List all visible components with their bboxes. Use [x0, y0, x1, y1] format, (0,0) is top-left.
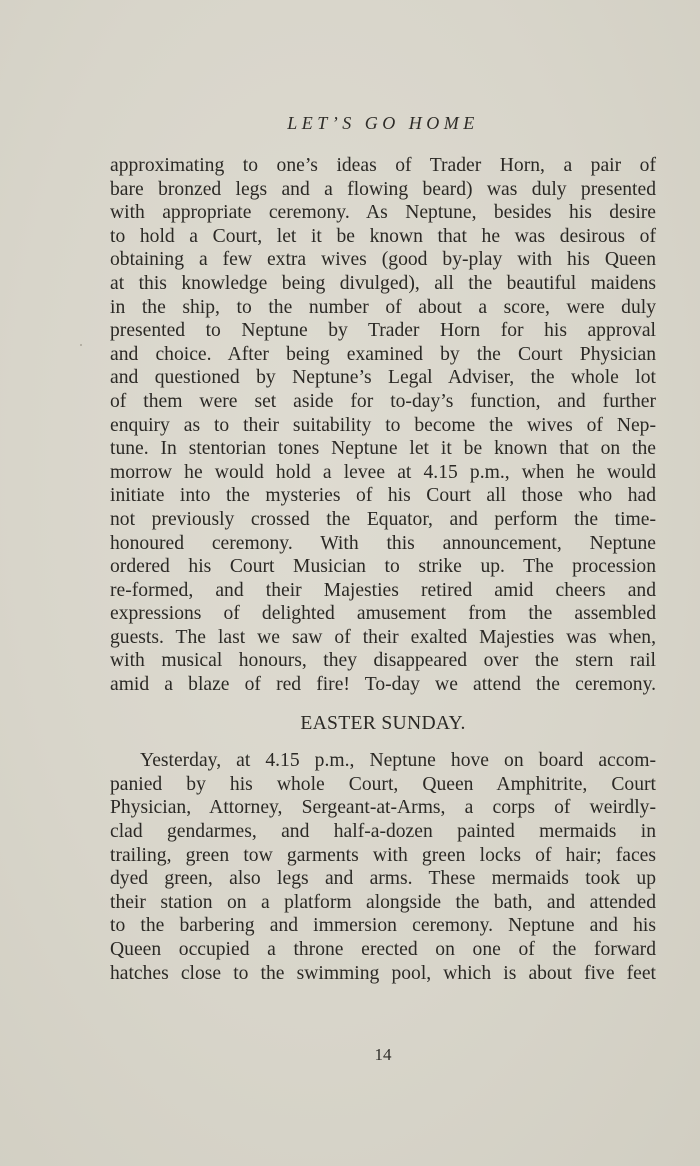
text-line: hatches close to the swimming pool, which is about five feet [110, 962, 656, 984]
text-line: Queen occupied a throne erected on one of the forward [110, 939, 656, 960]
text-line: expressions of delighted amusement from the assembled [110, 603, 656, 625]
text-line: initiate into the mysteries of his Court all those who had [110, 485, 656, 507]
text-line: bare bronzed legs and a flowing beard) was duly presented [110, 178, 656, 200]
text-line: ordered his Court Musician to strike up. The procession [110, 556, 656, 578]
text-line: honoured ceremony. With this announcement, Neptune [110, 532, 656, 554]
text-line: to the barbering and immersion ceremony. Neptune and his [110, 915, 656, 937]
text-line: to hold a Court, let it be known that he was desirous of [110, 225, 656, 247]
text-line: in the ship, to the number of about a score, were duly [110, 296, 656, 318]
text-line: Physician, Attorney, Sergeant-at-Arms, a corps of weirdly- [110, 797, 656, 819]
text-line: of them were set aside for to-day’s function, and further [110, 390, 656, 412]
text-line: amid a blaze of red fire! To-day we attend the ceremony. [110, 674, 656, 696]
paper-speck [80, 344, 82, 346]
text-line: re-formed, and their Majesties retired amid cheers and [110, 579, 656, 601]
text-line: at this knowledge being divulged), all the beautiful maidens [110, 272, 656, 294]
text-line: dyed green, also legs and arms. These mermaids took up [110, 868, 656, 890]
text-line: obtaining a few extra wives (good by-play with his Queen [110, 249, 656, 271]
text-line: tune. In stentorian tones Neptune let it be known that on the [110, 438, 656, 460]
text-line: enquiry as to their suitability to become the wives of Nep- [110, 414, 656, 436]
text-line: and questioned by Neptune’s Legal Adviser, the whole lot [110, 367, 656, 389]
text-line: and choice. After being examined by the Court Physician [110, 343, 656, 365]
text-line: approximating to one’s ideas of Trader Horn, a pair of [110, 155, 656, 176]
text-line: trailing, green tow garments with green locks of hair; faces [110, 844, 656, 866]
running-head: LET’S GO HOME [287, 113, 479, 133]
text-line: Yesterday, at 4.15 p.m., Neptune hove on board accom- [140, 750, 656, 772]
text-line: their station on a platform alongside the bath, and attended [110, 891, 656, 913]
text-line: not previously crossed the Equator, and perform the time- [110, 508, 656, 530]
text-line: with musical honours, they disappeared over the stern rail [110, 650, 656, 672]
text-line: morrow he would hold a levee at 4.15 p.m., when he would [110, 461, 656, 483]
body-text [110, 154, 656, 985]
text-line: presented to Neptune by Trader Horn for his approval [110, 320, 656, 342]
text-line: guests. The last we saw of their exalted Majesties was when, [110, 626, 656, 648]
text-line: with appropriate ceremony. As Neptune, besides his desire [110, 202, 656, 224]
paragraph-2 [110, 749, 656, 985]
text-line: clad gendarmes, and half-a-dozen painted mermaids in [110, 821, 656, 843]
section-heading: EASTER SUNDAY. [300, 712, 466, 734]
page-number: 14 [374, 1045, 392, 1064]
text-line: panied by his whole Court, Queen Amphitrite, Court [110, 773, 656, 795]
paragraph-1 [110, 154, 656, 697]
